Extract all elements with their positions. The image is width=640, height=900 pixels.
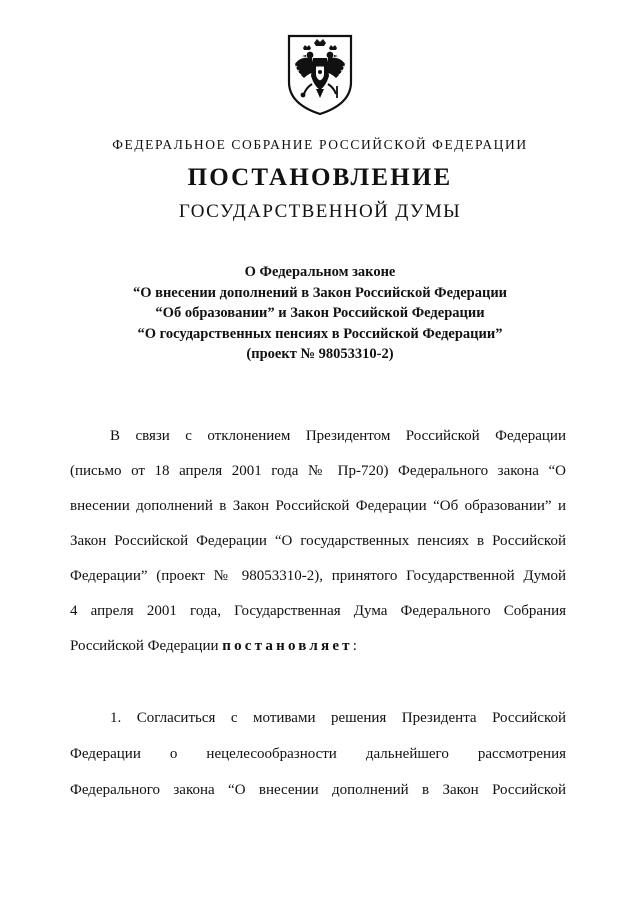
- body-text-suffix: :: [352, 638, 357, 654]
- body-text-line: Федерального закона “О внесении дополнений в Закон Российской: [70, 782, 566, 798]
- subject-block: [0, 262, 640, 365]
- document-type-title: ПОСТАНОВЛЕНИЕ: [187, 164, 453, 191]
- subject-line: О Федеральном законе: [244, 264, 396, 280]
- subject-line: “Об образовании” и Закон Российской Федерации: [155, 305, 485, 321]
- body-text-prefix: Российской Федерации: [70, 638, 223, 654]
- body-text-line: Федерации” (проект № 98053310-2), принятого Государственной Думой: [70, 568, 566, 584]
- body-text-line: Закон Российской Федерации “О государственных пенсиях в Российской: [70, 533, 566, 549]
- subject-line: (проект № 98053310-2): [246, 346, 394, 362]
- council-heading: ФЕДЕРАЛЬНОЕ СОБРАНИЕ РОССИЙСКОЙ ФЕДЕРАЦИИ: [112, 137, 528, 152]
- double-headed-eagle-emblem-icon: [286, 34, 354, 116]
- body-text-line: (письмо от 18 апреля 2001 года № Пр-720) Федерального закона “О: [70, 463, 566, 479]
- body-text-line: 4 апреля 2001 года, Государственная Дума Федерального Собрания: [70, 603, 566, 619]
- body-text-line-final: [70, 637, 566, 655]
- body-text-line: 1. Согласиться с мотивами решения Президента Российской: [110, 710, 566, 726]
- subject-line: “О государственных пенсиях в Российской Федерации”: [137, 325, 503, 342]
- body-text-line: Федерации о нецелесообразности дальнейшего рассмотрения: [70, 746, 566, 762]
- issuer-title: ГОСУДАРСТВЕННОЙ ДУМЫ: [178, 201, 462, 222]
- resolution-verb: постановляет: [222, 638, 353, 654]
- subject-line: “О внесении дополнений в Закон Российской Федерации: [132, 284, 508, 301]
- body-text-line: внесении дополнений в Закон Российской Федерации “Об образовании” и: [70, 498, 566, 514]
- body-text-line: В связи с отклонением Президентом Российской Федерации: [110, 428, 566, 444]
